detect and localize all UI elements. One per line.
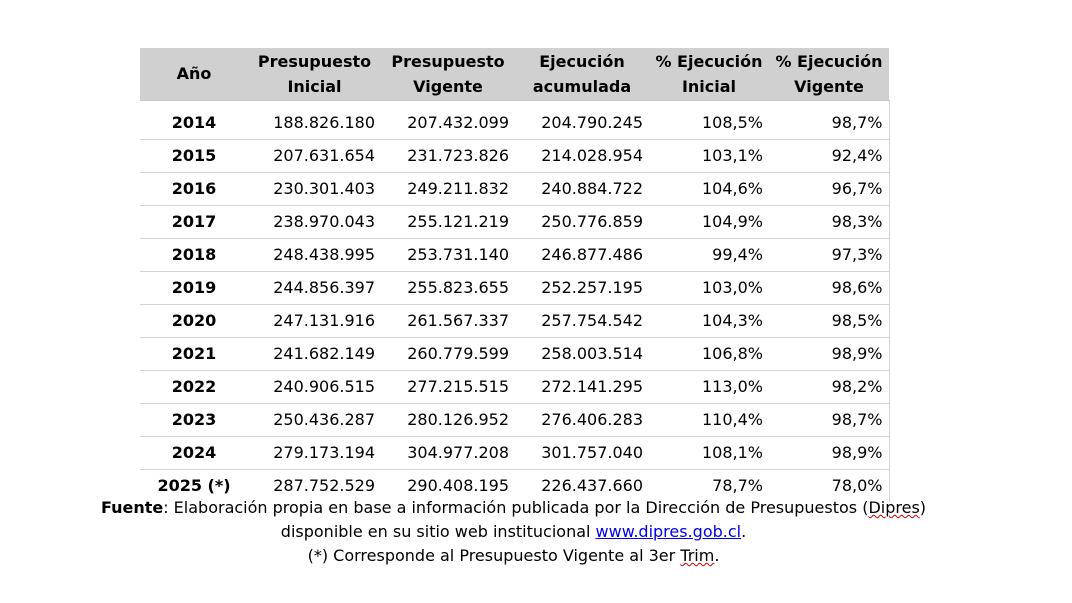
cell-ejecucion-acumulada: 252.257.195: [515, 271, 649, 304]
cell-pct-ejecucion-inicial: 106,8%: [649, 337, 769, 370]
cell-pct-ejecucion-vigente: 98,9%: [769, 337, 889, 370]
table-row: [140, 100, 889, 139]
header-pct-ejecucion-inicial: % Ejecución Inicial: [649, 48, 769, 100]
cell-pct-ejecucion-inicial: 104,9%: [649, 205, 769, 238]
header-presupuesto-inicial: Presupuesto Inicial: [248, 48, 381, 100]
cell-presupuesto-inicial: 247.131.916: [248, 304, 381, 337]
cell-presupuesto-vigente: 255.121.219: [381, 205, 515, 238]
table-row: [140, 403, 889, 436]
cell-year: 2021: [140, 337, 248, 370]
cell-year: 2015: [140, 139, 248, 172]
cell-presupuesto-vigente: 290.408.195: [381, 469, 515, 502]
cell-pct-ejecucion-vigente: 98,2%: [769, 370, 889, 403]
spellcheck-word-dipres: Dipres: [868, 498, 920, 517]
cell-presupuesto-inicial: 207.631.654: [248, 139, 381, 172]
cell-presupuesto-inicial: 279.173.194: [248, 436, 381, 469]
cell-pct-ejecucion-vigente: 98,3%: [769, 205, 889, 238]
budget-table: [140, 48, 890, 503]
cell-pct-ejecucion-inicial: 110,4%: [649, 403, 769, 436]
cell-presupuesto-vigente: 260.779.599: [381, 337, 515, 370]
cell-pct-ejecucion-inicial: 104,3%: [649, 304, 769, 337]
cell-presupuesto-inicial: 188.826.180: [248, 100, 381, 139]
source-label: Fuente: [100, 498, 164, 517]
cell-presupuesto-inicial: 230.301.403: [248, 172, 381, 205]
cell-pct-ejecucion-vigente: 98,5%: [769, 304, 889, 337]
site-note: [0, 520, 1027, 544]
source-text-end: ): [919, 498, 927, 517]
table-row: [140, 304, 889, 337]
cell-year: 2019: [140, 271, 248, 304]
table-row: [140, 238, 889, 271]
cell-ejecucion-acumulada: 204.790.245: [515, 100, 649, 139]
cell-ejecucion-acumulada: 276.406.283: [515, 403, 649, 436]
cell-presupuesto-vigente: 253.731.140: [381, 238, 515, 271]
cell-year: 2022: [140, 370, 248, 403]
cell-ejecucion-acumulada: 301.757.040: [515, 436, 649, 469]
table-header: [140, 48, 889, 100]
cell-pct-ejecucion-vigente: 92,4%: [769, 139, 889, 172]
table-body: [140, 100, 889, 502]
cell-presupuesto-inicial: 248.438.995: [248, 238, 381, 271]
cell-year: 2023: [140, 403, 248, 436]
cell-ejecucion-acumulada: 257.754.542: [515, 304, 649, 337]
cell-pct-ejecucion-vigente: 98,7%: [769, 100, 889, 139]
cell-year: 2025 (*): [140, 469, 248, 502]
header-year: Año: [140, 48, 248, 100]
header-ejecucion-acumulada: Ejecución acumulada: [515, 48, 649, 100]
cell-year: 2024: [140, 436, 248, 469]
cell-presupuesto-inicial: 238.970.043: [248, 205, 381, 238]
table-row: [140, 436, 889, 469]
footnote-end: .: [714, 546, 720, 565]
cell-presupuesto-vigente: 304.977.208: [381, 436, 515, 469]
table-notes: [0, 496, 1027, 568]
table-row: [140, 172, 889, 205]
cell-ejecucion-acumulada: 226.437.660: [515, 469, 649, 502]
cell-pct-ejecucion-inicial: 103,0%: [649, 271, 769, 304]
cell-pct-ejecucion-vigente: 98,6%: [769, 271, 889, 304]
site-text: disponible en su sitio web institucional: [280, 522, 596, 541]
cell-pct-ejecucion-inicial: 99,4%: [649, 238, 769, 271]
cell-pct-ejecucion-vigente: 78,0%: [769, 469, 889, 502]
source-note: [0, 496, 1027, 520]
table-row: [140, 370, 889, 403]
site-period: .: [741, 522, 747, 541]
cell-pct-ejecucion-vigente: 97,3%: [769, 238, 889, 271]
table-row: [140, 337, 889, 370]
cell-pct-ejecucion-vigente: 96,7%: [769, 172, 889, 205]
table-row: [140, 205, 889, 238]
cell-presupuesto-vigente: 261.567.337: [381, 304, 515, 337]
cell-ejecucion-acumulada: 214.028.954: [515, 139, 649, 172]
header-pct-ejecucion-vigente: % Ejecución Vigente: [769, 48, 889, 100]
cell-presupuesto-vigente: 277.215.515: [381, 370, 515, 403]
cell-year: 2017: [140, 205, 248, 238]
cell-presupuesto-vigente: 280.126.952: [381, 403, 515, 436]
cell-ejecucion-acumulada: 250.776.859: [515, 205, 649, 238]
spellcheck-word-trim: Trim: [680, 546, 715, 565]
cell-pct-ejecucion-inicial: 104,6%: [649, 172, 769, 205]
cell-ejecucion-acumulada: 246.877.486: [515, 238, 649, 271]
source-text: : Elaboración propia en base a información publicada por la Dirección de Presupuestos (: [163, 498, 869, 517]
cell-presupuesto-inicial: 241.682.149: [248, 337, 381, 370]
cell-pct-ejecucion-inicial: 108,1%: [649, 436, 769, 469]
footnote-text: (*) Corresponde al Presupuesto Vigente al 3er: [307, 546, 681, 565]
cell-presupuesto-inicial: 244.856.397: [248, 271, 381, 304]
cell-presupuesto-inicial: 250.436.287: [248, 403, 381, 436]
cell-year: 2020: [140, 304, 248, 337]
table-row: [140, 139, 889, 172]
cell-ejecucion-acumulada: 240.884.722: [515, 172, 649, 205]
cell-year: 2018: [140, 238, 248, 271]
cell-pct-ejecucion-inicial: 113,0%: [649, 370, 769, 403]
table-row: [140, 271, 889, 304]
cell-pct-ejecucion-inicial: 103,1%: [649, 139, 769, 172]
footnote: [0, 544, 1027, 568]
cell-pct-ejecucion-inicial: 78,7%: [649, 469, 769, 502]
cell-year: 2016: [140, 172, 248, 205]
cell-pct-ejecucion-inicial: 108,5%: [649, 100, 769, 139]
cell-presupuesto-inicial: 240.906.515: [248, 370, 381, 403]
header-presupuesto-vigente: Presupuesto Vigente: [381, 48, 515, 100]
cell-year: 2014: [140, 100, 248, 139]
cell-pct-ejecucion-vigente: 98,7%: [769, 403, 889, 436]
cell-presupuesto-vigente: 255.823.655: [381, 271, 515, 304]
cell-presupuesto-vigente: 231.723.826: [381, 139, 515, 172]
cell-presupuesto-inicial: 287.752.529: [248, 469, 381, 502]
cell-presupuesto-vigente: 207.432.099: [381, 100, 515, 139]
cell-ejecucion-acumulada: 258.003.514: [515, 337, 649, 370]
header-row: [140, 48, 889, 100]
cell-presupuesto-vigente: 249.211.832: [381, 172, 515, 205]
dipres-website-link[interactable]: www.dipres.gob.cl: [595, 522, 742, 541]
cell-ejecucion-acumulada: 272.141.295: [515, 370, 649, 403]
cell-pct-ejecucion-vigente: 98,9%: [769, 436, 889, 469]
